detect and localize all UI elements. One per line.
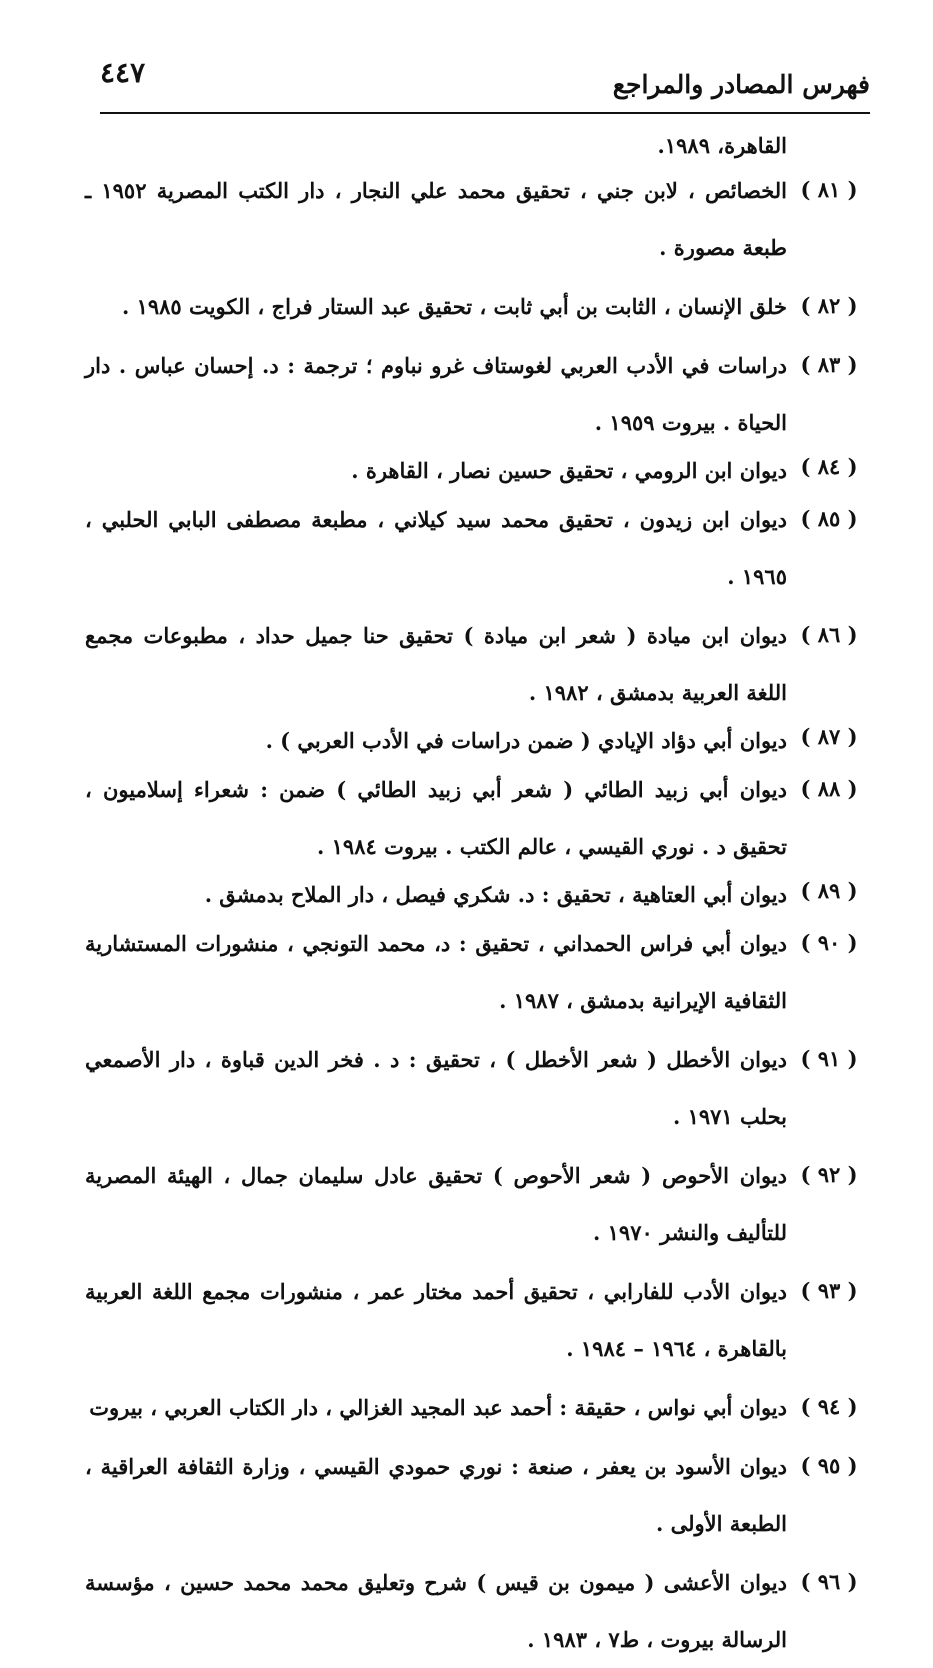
entry-text: خلق الإنسان ، الثابت بن أبي ثابت ، تحقيق عبد الستار فراج ، الكويت ١٩٨٥ . [121,294,787,319]
bibliography-entry [85,877,865,913]
entry-text: دراسات في الأدب العربي لغوستاف غرو نباوم ؛ ترجمة : د. إحسان عباس . دار الحياة . بيروت ١٩٥٩ . [85,353,787,435]
entry-text: ديوان الأحوص ( شعر الأحوص ) تحقيق عادل سليمان جمال ، الهيئة المصرية للتأليف والنشر ١٩٧٠ . [85,1163,787,1245]
entry-text: ديوان الأخطل ( شعر الأخطل ) ، تحقيق : د . فخر الدين قباوة ، دار الأصمعي بحلب ١٩٧١ . [85,1047,787,1129]
entry-text: ديوان ابن ميادة ( شعر ابن ميادة ) تحقيق حنا جميل حداد ، مطبوعات مجمع اللغة العربية بدمشق ، ١٩٨٢ . [85,623,787,705]
entry-number: ( ٩٥ ) [800,1453,858,1478]
entry-number: ( ٩٣ ) [800,1278,858,1303]
page-header [100,56,870,106]
entry-number: ( ٩٢ ) [800,1162,858,1187]
entry-text: الخصائص ، لابن جني ، تحقيق محمد علي النجار ، دار الكتب المصرية ١٩٥٢ ـ طبعة مصورة . [85,178,788,260]
bibliography-entry [85,491,865,605]
bibliography-entry [85,1147,865,1261]
bibliography-entry [85,607,865,721]
bibliography-entry [85,1263,865,1377]
entry-number: ( ٨٣ ) [800,352,858,377]
entry-text: ديوان ابن الرومي ، تحقيق حسين نصار ، القاهرة . [351,458,787,483]
bibliography-list [85,126,865,1668]
entry-text: ديوان الأسود بن يعفر ، صنعة : نوري حمودي القيسي ، وزارة الثقافة العراقية ، الطبعة الأولى . [85,1454,787,1536]
page-number: ٤٤٧ [100,56,146,89]
continued-line: القاهرة، ١٩٨٩. [657,133,787,158]
entry-text: ديوان أبي زبيد الطائي ( شعر أبي زبيد الطائي ) ضمن : شعراء إسلاميون ، تحقيق د . نوري القيسي ، عالم الكتب . بيروت ١٩٨٤ . [85,777,787,859]
bibliography-entry [85,1379,865,1436]
entry-number: ( ٩٠ ) [800,930,858,955]
entry-number: ( ٨٢ ) [800,293,858,318]
header-rule [100,112,870,114]
entry-number: ( ٩٦ ) [800,1569,858,1594]
bibliography-entry [85,761,865,875]
entry-number: ( ٩١ ) [800,1046,858,1071]
bibliography-entry [85,453,865,489]
bibliography-entry [85,1554,865,1668]
entry-number: ( ٨٧ ) [800,724,858,749]
bibliography-entry [85,1031,865,1145]
entry-number: ( ٨٥ ) [800,506,858,531]
entry-text: ديوان أبي فراس الحمداني ، تحقيق : د، محمد التونجي ، منشورات المستشارية الثقافية الإيرانية بدمشق ، ١٩٨٧ . [85,931,787,1013]
entry-text: ديوان الأعشى ( ميمون بن قيس ) شرح وتعليق محمد محمد حسين ، مؤسسة الرسالة بيروت ، ط٧ ، ١٩٨٣ . [85,1570,787,1652]
entry-text: ديوان أبي العتاهية ، تحقيق : د. شكري فيصل ، دار الملاح بدمشق . [204,882,787,907]
entry-text: ديوان ابن زيدون ، تحقيق محمد سيد كيلاني ، مطبعة مصطفى البابي الحلبي ، ١٩٦٥ . [85,507,787,589]
entry-number: ( ٨٤ ) [800,454,858,479]
entry-number: ( ٨٨ ) [800,776,858,801]
entry-text: ديوان أبي دؤاد الإيادي ( ضمن دراسات في الأدب العربي ) . [265,728,787,753]
bibliography-entry [85,915,865,1029]
entry-text: ديوان الأدب للفارابي ، تحقيق أحمد مختار عمر ، منشورات مجمع اللغة العربية بالقاهرة ، ١٩٦٤ – ١٩٨٤ . [85,1279,787,1361]
entry-text: ديوان أبي نواس ، حقيقة : أحمد عبد المجيد الغزالي ، دار الكتاب العربي ، بيروت [89,1395,787,1420]
entry-number: ( ٩٤ ) [800,1394,858,1419]
bibliography-entry [85,337,865,451]
entry-number: ( ٨١ ) [800,177,858,202]
entry-number: ( ٨٦ ) [800,622,858,647]
entry-number: ( ٨٩ ) [800,878,858,903]
bibliography-entry [85,1438,865,1552]
bibliography-entry [85,162,865,276]
bibliography-entry [85,278,865,335]
running-title: فهرس المصادر والمراجع [612,70,870,99]
bibliography-entry [85,723,865,759]
